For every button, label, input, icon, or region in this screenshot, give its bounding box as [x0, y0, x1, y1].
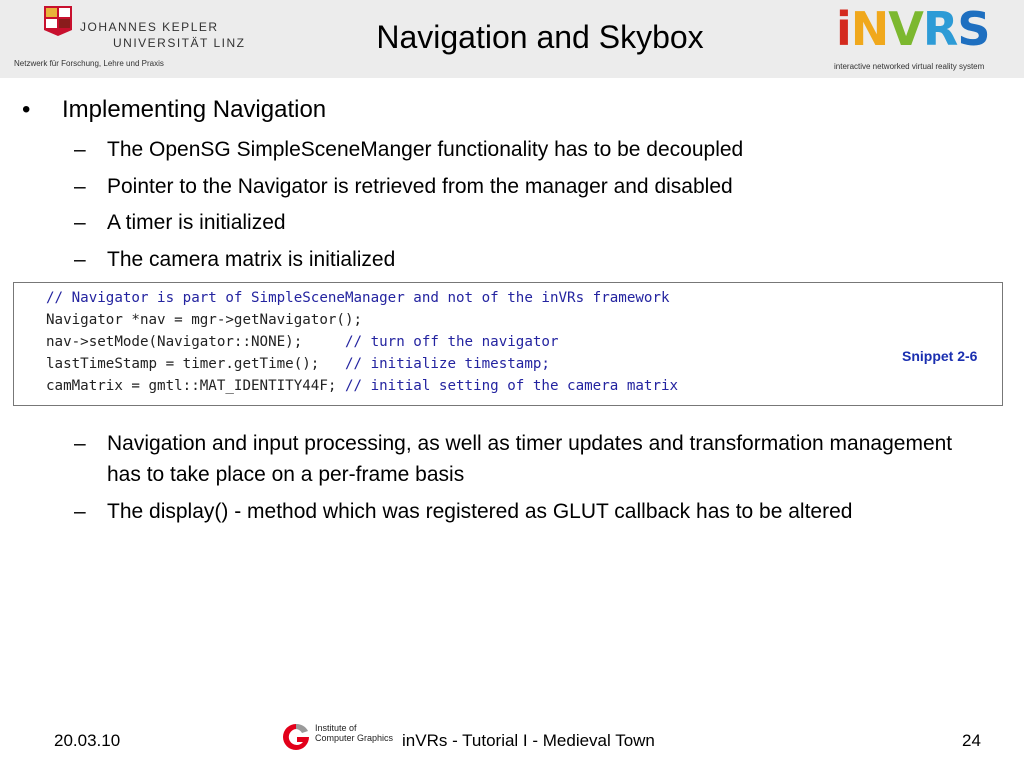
sub-bullet-dash: – — [74, 175, 86, 198]
sub-bullet-dash: – — [74, 500, 86, 523]
institute-name — [315, 723, 393, 743]
sub-bullet-dash: – — [74, 248, 86, 271]
sub-bullet-text: Navigation and input processing, as well as timer updates and transformation management has to take place on a per-frame basis — [107, 432, 953, 486]
institute-line1: Institute of — [315, 723, 357, 733]
main-bullet-text: Implementing Navigation — [62, 96, 327, 123]
code-comment: // initialize timestamp; — [344, 356, 550, 372]
institute-g-logo-icon — [281, 722, 311, 752]
jku-logo — [14, 6, 246, 72]
sub-bullet-text: A timer is initialized — [107, 211, 286, 234]
jku-tagline: Netzwerk für Forschung, Lehre und Praxis — [14, 59, 164, 68]
sub-bullet-text: The OpenSG SimpleSceneManger functionality has to be decoupled — [107, 138, 744, 161]
sub-bullet-text: Pointer to the Navigator is retrieved from the manager and disabled — [107, 175, 733, 198]
code-text: Navigator *nav = mgr->getNavigator(); — [46, 312, 363, 328]
code-comment: // Navigator is part of SimpleSceneManager and not of the inVRs framework — [46, 290, 670, 306]
sub-bullet-dash: – — [74, 211, 86, 234]
code-comment: // turn off the navigator — [344, 334, 559, 350]
institute-line2: Computer Graphics — [315, 733, 394, 743]
footer-date: 20.03.10 — [54, 731, 121, 750]
code-line — [46, 290, 670, 306]
code-text: nav->setMode(Navigator::NONE); — [46, 334, 345, 350]
code-line — [46, 356, 550, 372]
bullet-dot: • — [22, 96, 31, 123]
code-text: camMatrix = gmtl::MAT_IDENTITY44F; — [46, 378, 345, 394]
sub-bullet-dash: – — [74, 138, 86, 161]
invrs-logo — [834, 4, 1014, 74]
invrs-logo-wordmark: iNVRS — [836, 2, 990, 56]
page-number: 24 — [962, 731, 981, 750]
code-line — [46, 378, 678, 394]
slide-header — [0, 0, 1024, 78]
sub-bullet-dash: – — [74, 432, 86, 455]
slide-title: Navigation and Skybox — [376, 19, 704, 55]
university-crest-icon — [44, 6, 72, 36]
code-comment: // initial setting of the camera matrix — [344, 378, 679, 394]
code-snippet-box — [13, 282, 1003, 406]
institute-logo — [281, 720, 399, 754]
jku-name-line1: JOHANNES KEPLER — [80, 20, 219, 34]
invrs-tagline: interactive networked virtual reality system — [834, 62, 985, 71]
jku-name-line2: UNIVERSITÄT LINZ — [113, 36, 246, 50]
code-text: lastTimeStamp = timer.getTime(); — [46, 356, 345, 372]
sub-bullet-text: The display() - method which was registered as GLUT callback has to be altered — [107, 500, 853, 523]
footer-title: inVRs - Tutorial I - Medieval Town — [402, 731, 655, 750]
code-line — [46, 312, 362, 328]
code-line — [46, 334, 559, 350]
sub-bullet-text: The camera matrix is initialized — [107, 248, 396, 271]
snippet-label: Snippet 2-6 — [902, 348, 978, 364]
